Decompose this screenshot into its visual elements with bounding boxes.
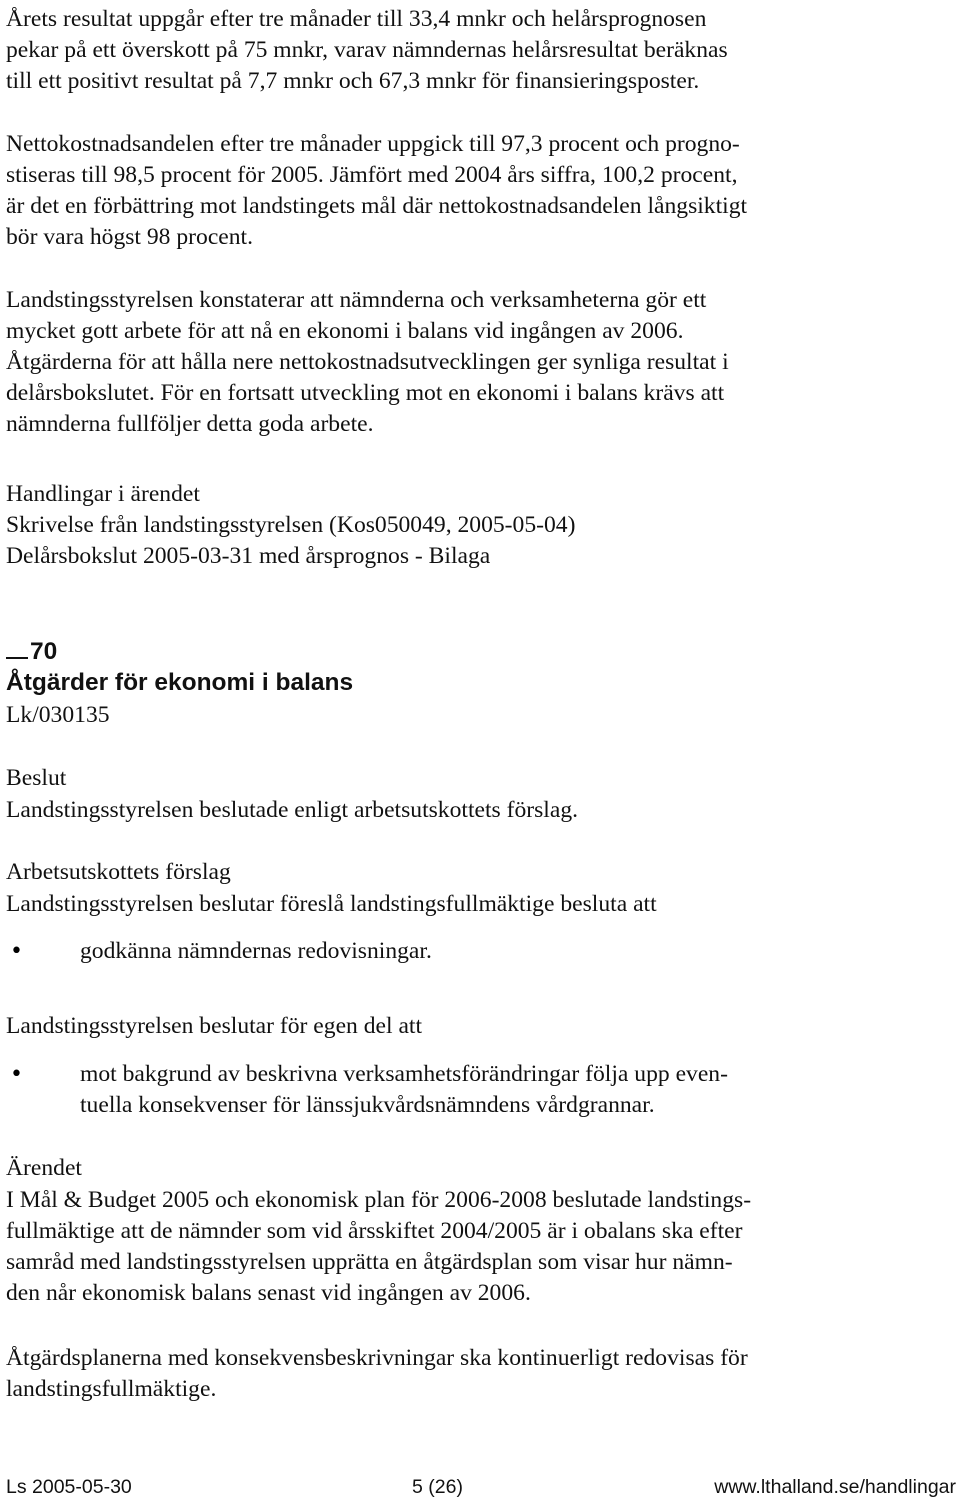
paragraph-line: nämnderna fullföljer detta goda arbete. <box>6 411 374 437</box>
paragraph-line: Årets resultat uppgår efter tre månader till 33,4 mnkr och helårsprognosen <box>6 6 707 32</box>
section-number-value: 70 <box>30 638 58 665</box>
handling-item: Skrivelse från landstingsstyrelsen (Kos050049, 2005-05-04) <box>6 512 576 538</box>
paragraph-line: landstingsfullmäktige. <box>6 1376 217 1402</box>
paragraph-line: Åtgärderna för att hålla nere nettokostnadsutvecklingen ger synliga resultat i <box>6 349 729 375</box>
footer-link[interactable]: www.lthalland.se/handlingar <box>714 1476 956 1498</box>
paragraph-line: I Mål & Budget 2005 och ekonomisk plan för 2006-2008 beslutade landstings- <box>6 1187 752 1213</box>
paragraph-line: Åtgärdsplanerna med konsekvensbeskrivningar ska kontinuerligt redovisas för <box>6 1345 748 1371</box>
section-title: Åtgärder för ekonomi i balans <box>6 669 354 696</box>
beslut-heading: Beslut <box>6 765 67 791</box>
paragraph-line: mycket gott arbete för att nå en ekonomi i balans vid ingången av 2006. <box>6 318 684 344</box>
bullet-item: godkänna nämndernas redovisningar. <box>80 938 432 964</box>
handlingar-heading: Handlingar i ärendet <box>6 481 200 507</box>
paragraph-line: till ett positivt resultat på 7,7 mnkr och 67,3 mnkr för finansieringsposter. <box>6 68 700 94</box>
section-mark <box>6 657 28 659</box>
paragraph-line: samråd med landstingsstyrelsen upprätta en åtgärdsplan som visar hur nämn- <box>6 1249 733 1275</box>
forslag-intro: Landstingsstyrelsen beslutar föreslå landstingsfullmäktige besluta att <box>6 891 657 917</box>
section-number <box>6 636 57 667</box>
handling-item: Delårsbokslut 2005-03-31 med årsprognos - Bilaga <box>6 543 491 569</box>
section-reference: Lk/030135 <box>6 702 110 728</box>
paragraph-line: är det en förbättring mot landstingets mål där nettokostnadsandelen långsiktigt <box>6 193 748 219</box>
beslut-text: Landstingsstyrelsen beslutade enligt arbetsutskottets förslag. <box>6 797 579 823</box>
paragraph-line: bör vara högst 98 procent. <box>6 224 254 250</box>
footer-page-number: 5 (26) <box>412 1476 463 1498</box>
bullet-icon: • <box>10 939 23 964</box>
arendet-heading: Ärendet <box>6 1155 82 1181</box>
forslag-intro-2: Landstingsstyrelsen beslutar för egen del att <box>6 1013 423 1039</box>
paragraph-line: stiseras till 98,5 procent för 2005. Jämfört med 2004 års siffra, 100,2 procent, <box>6 162 738 188</box>
paragraph-line: den når ekonomisk balans senast vid ingången av 2006. <box>6 1280 531 1306</box>
bullet-item: mot bakgrund av beskrivna verksamhetsförändringar följa upp even- <box>80 1061 728 1087</box>
paragraph-line: pekar på ett överskott på 75 mnkr, varav nämndernas helårsresultat beräknas <box>6 37 728 63</box>
paragraph-line: Nettokostnadsandelen efter tre månader uppgick till 97,3 procent och progno- <box>6 131 740 157</box>
paragraph-line: Landstingsstyrelsen konstaterar att nämnderna och verksamheterna gör ett <box>6 287 707 313</box>
paragraph-line: fullmäktige att de nämnder som vid årsskiftet 2004/2005 är i obalans ska efter <box>6 1218 743 1244</box>
forslag-heading: Arbetsutskottets förslag <box>6 859 231 885</box>
footer-date: Ls 2005-05-30 <box>6 1476 132 1498</box>
bullet-item-continuation: tuella konsekvenser för länssjukvårdsnämndens vårdgrannar. <box>80 1092 655 1118</box>
paragraph-line: delårsbokslutet. För en fortsatt utveckling mot en ekonomi i balans krävs att <box>6 380 725 406</box>
bullet-icon: • <box>10 1062 23 1087</box>
